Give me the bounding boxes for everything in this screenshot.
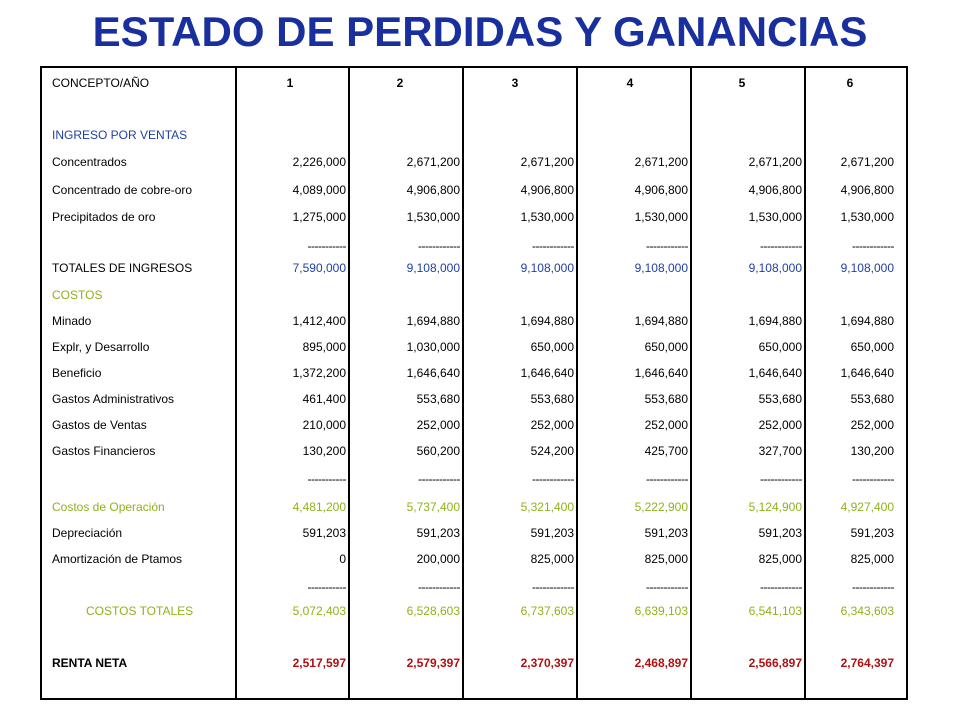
- cell-value: 7,590,000: [292, 261, 346, 275]
- cell-value: 650,000: [530, 340, 574, 354]
- section-costos-label: COSTOS: [52, 288, 103, 302]
- cell-value: 252,000: [530, 418, 574, 432]
- cell-value: 5,124,900: [748, 500, 802, 514]
- separator-dashes: ------------: [418, 580, 460, 594]
- cell-value: 591,203: [302, 526, 346, 540]
- cell-value: 6,343,603: [840, 604, 894, 618]
- separator-dashes: ------------: [532, 580, 574, 594]
- cell-value: 2,671,200: [520, 155, 574, 169]
- cell-value: 6,737,603: [520, 604, 574, 618]
- cell-value: 1,530,000: [748, 210, 802, 224]
- separator-dashes: ------------: [418, 472, 460, 486]
- row-label: Explr, y Desarrollo: [52, 340, 150, 354]
- cell-value: 461,400: [302, 392, 346, 406]
- cell-value: 9,108,000: [406, 261, 460, 275]
- cell-value: 425,700: [644, 444, 688, 458]
- cell-value: 825,000: [644, 552, 688, 566]
- header-concept: CONCEPTO/AÑO: [52, 76, 150, 90]
- separator-dashes: ------------: [760, 580, 802, 594]
- cell-value: 327,700: [758, 444, 802, 458]
- cell-value: 252,000: [850, 418, 894, 432]
- cell-value: 553,680: [758, 392, 802, 406]
- cell-value: 1,530,000: [840, 210, 894, 224]
- cell-value: 4,481,200: [292, 500, 346, 514]
- cell-value: 2,579,397: [406, 656, 460, 670]
- cell-value: 650,000: [850, 340, 894, 354]
- cell-value: 5,222,900: [634, 500, 688, 514]
- cell-value: 6,639,103: [634, 604, 688, 618]
- cell-value: 6,528,603: [406, 604, 460, 618]
- cell-value: 650,000: [758, 340, 802, 354]
- cell-value: 895,000: [302, 340, 346, 354]
- separator-dashes: ------------: [646, 472, 688, 486]
- header-year: 3: [511, 76, 519, 90]
- cell-value: 9,108,000: [520, 261, 574, 275]
- cell-value: 2,517,597: [292, 656, 346, 670]
- cell-value: 4,089,000: [292, 183, 346, 197]
- cell-value: 1,694,880: [748, 314, 802, 328]
- cell-value: 1,275,000: [292, 210, 346, 224]
- separator-dashes: ------------: [532, 239, 574, 253]
- cell-value: 2,468,897: [634, 656, 688, 670]
- cell-value: 5,072,403: [292, 604, 346, 618]
- header-year: 4: [626, 76, 634, 90]
- separator-dashes: ------------: [852, 239, 894, 253]
- separator-dashes: -----------: [307, 472, 346, 486]
- cell-value: 1,646,640: [406, 366, 460, 380]
- cell-value: 825,000: [850, 552, 894, 566]
- cell-value: 1,530,000: [406, 210, 460, 224]
- row-label: Gastos de Ventas: [52, 418, 147, 432]
- cell-value: 2,671,200: [840, 155, 894, 169]
- cell-value: 825,000: [530, 552, 574, 566]
- cell-value: 1,530,000: [634, 210, 688, 224]
- row-label: Beneficio: [52, 366, 102, 380]
- cell-value: 1,646,640: [748, 366, 802, 380]
- cell-value: 9,108,000: [840, 261, 894, 275]
- cell-value: 9,108,000: [634, 261, 688, 275]
- cell-value: 5,737,400: [406, 500, 460, 514]
- cell-value: 6,541,103: [748, 604, 802, 618]
- cell-value: 1,694,880: [840, 314, 894, 328]
- row-label: Amortización de Ptamos: [52, 552, 183, 566]
- cell-value: 2,566,897: [748, 656, 802, 670]
- cell-value: 9,108,000: [748, 261, 802, 275]
- row-label: Concentrados: [52, 155, 127, 169]
- separator-dashes: ------------: [760, 472, 802, 486]
- row-label: Gastos Administrativos: [52, 392, 175, 406]
- row-label: Gastos Financieros: [52, 444, 156, 458]
- cell-value: 1,372,200: [292, 366, 346, 380]
- cell-value: 2,764,397: [840, 656, 894, 670]
- cell-value: 252,000: [644, 418, 688, 432]
- cell-value: 1,646,640: [520, 366, 574, 380]
- cell-value: 4,906,800: [748, 183, 802, 197]
- section-ingreso-label: INGRESO POR VENTAS: [52, 128, 188, 142]
- cell-value: 524,200: [530, 444, 574, 458]
- cell-value: 553,680: [416, 392, 460, 406]
- cell-value: 252,000: [758, 418, 802, 432]
- row-label: Minado: [52, 314, 92, 328]
- separator-dashes: -----------: [307, 580, 346, 594]
- cell-value: 2,226,000: [292, 155, 346, 169]
- cell-value: 4,906,800: [634, 183, 688, 197]
- cell-value: 825,000: [758, 552, 802, 566]
- cell-value: 200,000: [416, 552, 460, 566]
- cell-value: 591,203: [644, 526, 688, 540]
- cell-value: 2,671,200: [748, 155, 802, 169]
- cell-value: 252,000: [416, 418, 460, 432]
- cell-value: 5,321,400: [520, 500, 574, 514]
- cell-value: 591,203: [758, 526, 802, 540]
- row-label: TOTALES DE INGRESOS: [52, 261, 193, 275]
- cell-value: 4,906,800: [840, 183, 894, 197]
- header-year: 6: [846, 76, 854, 90]
- cell-value: 2,370,397: [520, 656, 574, 670]
- separator-dashes: -----------: [307, 239, 346, 253]
- header-year: 2: [396, 76, 404, 90]
- cell-value: 4,906,800: [406, 183, 460, 197]
- cell-value: 1,646,640: [634, 366, 688, 380]
- header-year: 1: [286, 76, 294, 90]
- row-label: Precipitados de oro: [52, 210, 156, 224]
- separator-dashes: ------------: [646, 580, 688, 594]
- cell-value: 1,412,400: [292, 314, 346, 328]
- separator-dashes: ------------: [532, 472, 574, 486]
- cell-value: 2,671,200: [406, 155, 460, 169]
- separator-dashes: ------------: [852, 580, 894, 594]
- cell-value: 1,694,880: [520, 314, 574, 328]
- row-label: Concentrado de cobre-oro: [52, 183, 193, 197]
- row-label: Costos de Operación: [52, 500, 165, 514]
- separator-dashes: ------------: [760, 239, 802, 253]
- cell-value: 4,906,800: [520, 183, 574, 197]
- cell-value: 591,203: [850, 526, 894, 540]
- row-label: RENTA NETA: [52, 656, 128, 670]
- cell-value: 553,680: [530, 392, 574, 406]
- cell-value: 591,203: [530, 526, 574, 540]
- page-title: ESTADO DE PERDIDAS Y GANANCIAS: [92, 8, 868, 55]
- row-label: Depreciación: [52, 526, 123, 540]
- cell-value: 210,000: [302, 418, 346, 432]
- cell-value: 591,203: [416, 526, 460, 540]
- cell-value: 1,646,640: [840, 366, 894, 380]
- cell-value: 650,000: [644, 340, 688, 354]
- cell-value: 0: [339, 552, 346, 566]
- cell-value: 130,200: [302, 444, 346, 458]
- cell-value: 1,530,000: [520, 210, 574, 224]
- cell-value: 553,680: [644, 392, 688, 406]
- cell-value: 1,030,000: [406, 340, 460, 354]
- separator-dashes: ------------: [646, 239, 688, 253]
- cell-value: 2,671,200: [634, 155, 688, 169]
- row-label: COSTOS TOTALES: [86, 604, 194, 618]
- cell-value: 560,200: [416, 444, 460, 458]
- header-year: 5: [738, 76, 746, 90]
- separator-dashes: ------------: [418, 239, 460, 253]
- cell-value: 130,200: [850, 444, 894, 458]
- cell-value: 1,694,880: [634, 314, 688, 328]
- cell-value: 1,694,880: [406, 314, 460, 328]
- cell-value: 553,680: [850, 392, 894, 406]
- separator-dashes: ------------: [852, 472, 894, 486]
- cell-value: 4,927,400: [840, 500, 894, 514]
